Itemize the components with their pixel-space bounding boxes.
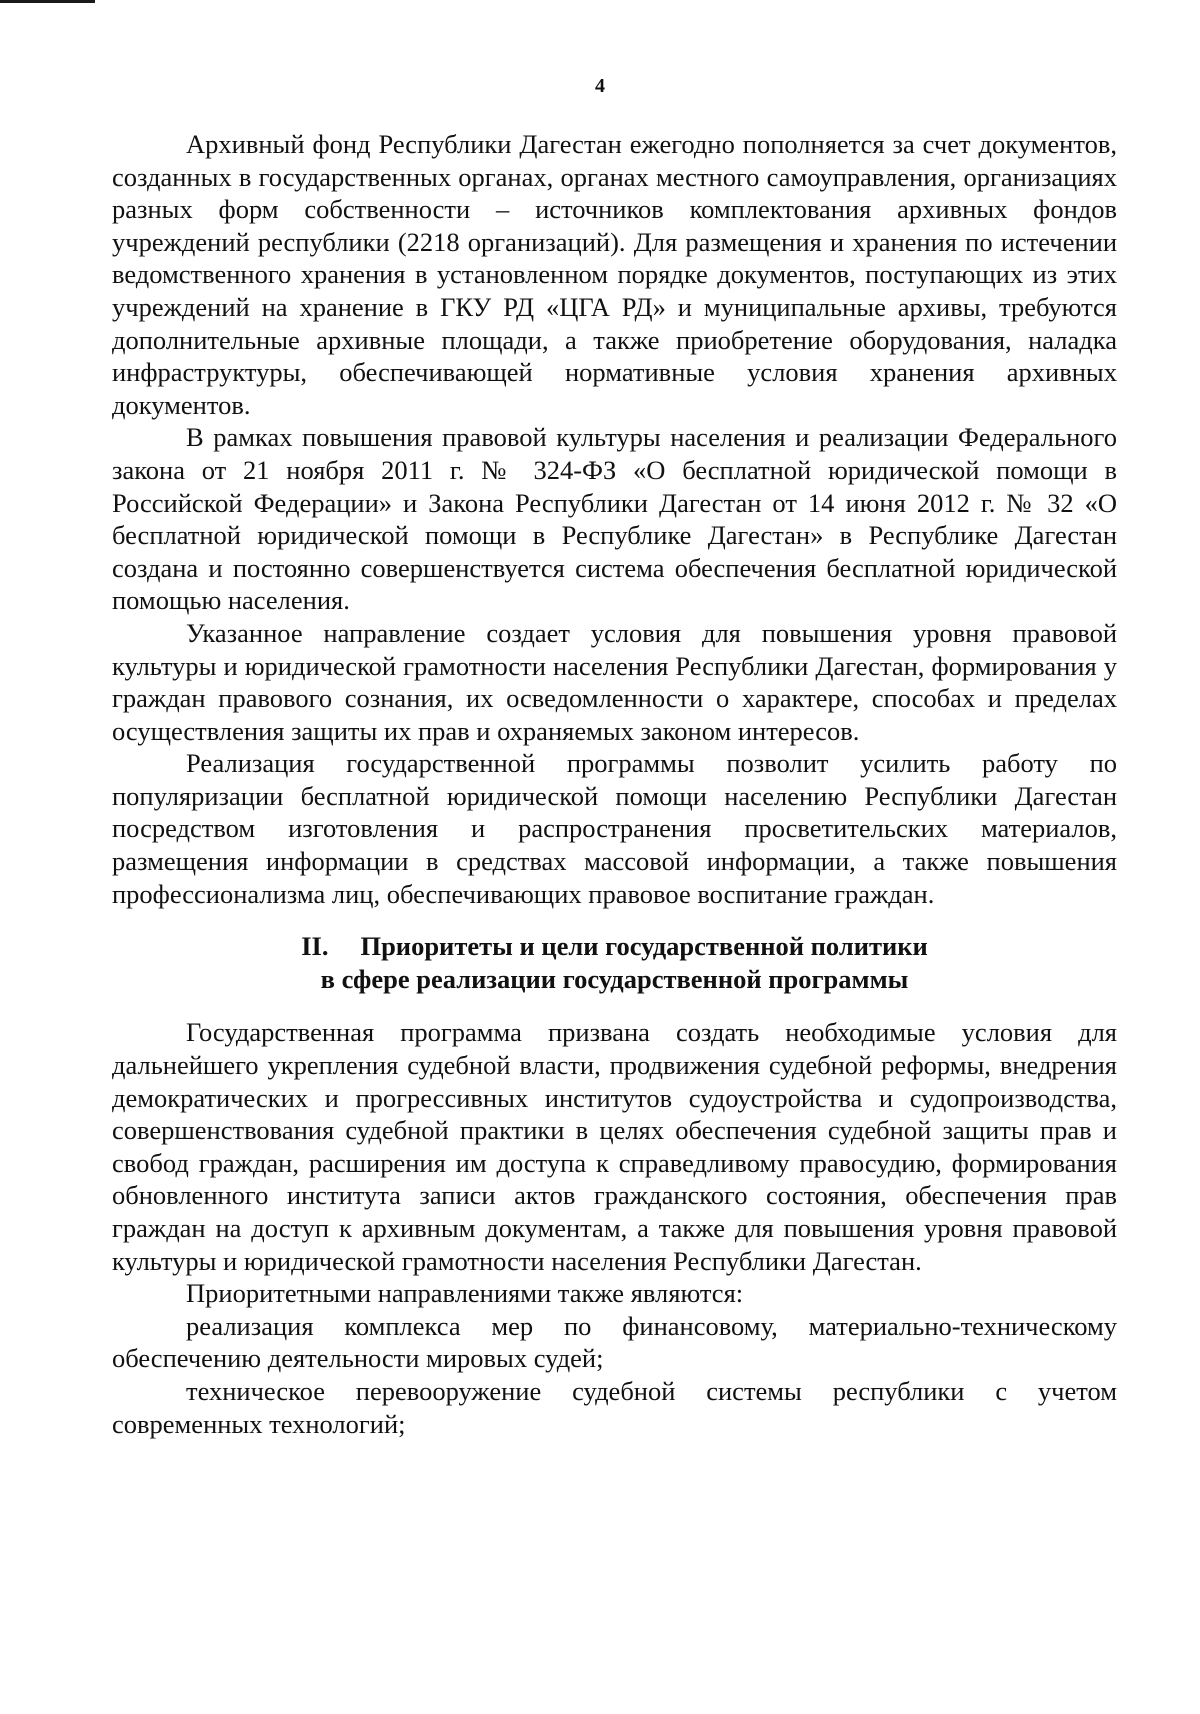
top-rule xyxy=(0,0,95,3)
section-number: II. xyxy=(301,931,329,962)
paragraph-priorities-intro: Приоритетными направлениями также являются: xyxy=(186,1278,744,1309)
paragraph-program-goals: Государственная программа призвана создать необходимые условия для дальнейшего укрепления судебной власти, продвижения судебной реформы, внедрения демократических и прогрессивных институтов судоустройства и судопроизводства, совершенствования судебной практики в целях обеспечения судебной защиты прав и свобод граждан, расширения им доступа к справедливому правосудию, формирования обновленного института записи актов гражданского состояния, обеспечения прав граждан на доступ к архивным документам, а также для повышения уровня правовой культуры и юридической грамотности населения Республики Дагестан. xyxy=(112,1017,1117,1276)
paragraph-archive-fund: Архивный фонд Республики Дагестан ежегодно пополняется за счет документов, созданных в государственных органах, органах местного самоуправления, организациях разных форм собственности – источников комплектования архивных фондов учреждений республики (2218 организаций). Для размещения и хранения по истечении ведомственного хранения в установленном порядке документов, поступающих из этих учреждений на хранение в ГКУ РД «ЦГА РД» и муниципальные архивы, требуются дополнительные архивные площади, а также приобретение оборудования, наладка инфраструктуры, обеспечивающей нормативные условия хранения архивных документов. xyxy=(112,129,1117,420)
paragraph-program-implementation: Реализация государственной программы позволит усилить работу по популяризации бесплатной юридической помощи населению Республики Дагестан посредством изготовления и распространения просветительских материалов, размещения информации в средствах массовой информации, а также повышения профессионализма лиц, обеспечивающих правовое воспитание граждан. xyxy=(112,748,1117,909)
paragraph-legal-culture: В рамках повышения правовой культуры населения и реализации Федерального закона от 21 ноября 2011 г. № 324-ФЗ «О бесплатной юридической помощи в Российской Федерации» и Закона Республики Дагестан от 14 июня 2012 г. № 32 «О бесплатной юридической помощи в Республике Дагестан» в Республике Дагестан создана и постоянно совершенствуется система обеспечения бесплатной юридической помощью населения. xyxy=(112,422,1117,616)
page-number: 4 xyxy=(595,75,605,97)
section-title-line2: в сфере реализации государственной программы xyxy=(320,963,909,994)
section-title-line1: Приоритеты и цели государственной политики xyxy=(360,931,928,962)
paragraph-direction-conditions: Указанное направление создает условия для повышения уровня правовой культуры и юридической грамотности населения Республики Дагестан, формирования у граждан правового сознания, их осведомленности о характере, способах и пределах осуществления защиты их прав и охраняемых законом интересов. xyxy=(112,617,1117,746)
document-body xyxy=(112,128,1117,1440)
paragraph-priority-technical: техническое перевооружение судебной системы республики с учетом современных технологий; xyxy=(112,1375,1117,1439)
paragraph-priority-financial: реализация комплекса мер по финансовому, материально-техническому обеспечению деятельности мировых судей; xyxy=(112,1310,1117,1374)
section-heading xyxy=(112,930,1117,995)
